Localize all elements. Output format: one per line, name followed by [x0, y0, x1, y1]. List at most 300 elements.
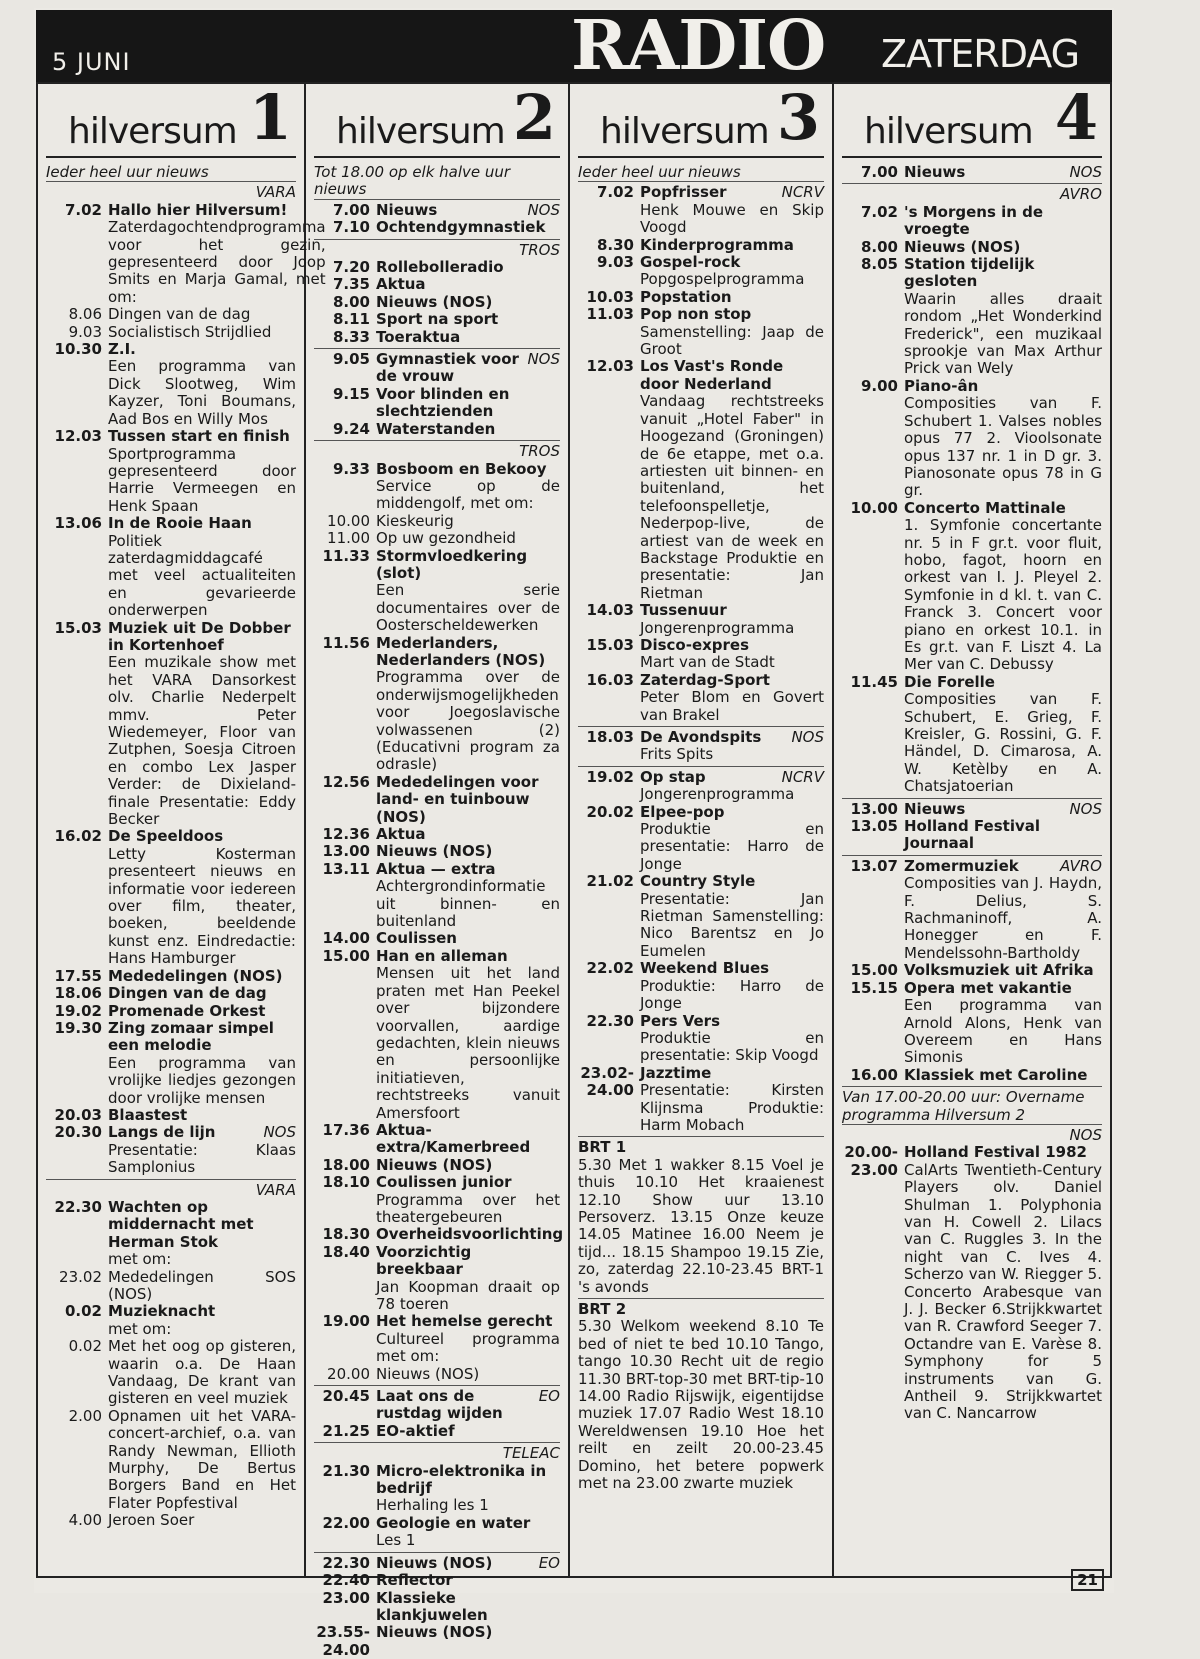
program-time: 23.55-24.00	[316, 1623, 370, 1659]
program-entry	[578, 254, 824, 289]
program-title: Kinderprogramma	[640, 235, 794, 254]
program-time: 13.00	[322, 842, 370, 861]
program-time: 20.30	[54, 1123, 102, 1142]
program-title: Ochtendgymnastiek	[376, 218, 546, 237]
program-entry	[46, 1408, 296, 1512]
program-title: Nieuws (NOS)	[376, 1155, 493, 1174]
program-time: 19.30	[54, 1018, 102, 1037]
program-entry	[314, 1225, 564, 1244]
program-time: 19.02	[54, 1001, 102, 1020]
program-entry	[578, 960, 824, 1012]
program-entry	[578, 729, 824, 764]
broadcaster-tag: NOS	[527, 200, 560, 219]
broadcaster-label: VARA	[255, 1180, 296, 1199]
program-title: Nieuws (NOS)	[376, 1553, 493, 1572]
program-entry	[842, 980, 1102, 1067]
program-title: Nieuws	[376, 200, 438, 219]
program-title: Voor blinden en slechtzienden	[376, 384, 510, 421]
program-entry	[46, 324, 296, 341]
program-time: 7.00	[860, 163, 898, 181]
program-time: 23.02-24.00	[580, 1063, 634, 1100]
station-name: hilversum	[600, 111, 769, 152]
program-entry	[314, 548, 560, 635]
program-description: Jongerenprogramma	[640, 785, 795, 804]
program-description: Produktie en presentatie: Harro de Jonge	[640, 820, 824, 873]
program-entry	[46, 985, 296, 1002]
program-time: 21.02	[586, 872, 634, 891]
program-title: Stormvloedkering (slot)	[376, 546, 528, 582]
broadcaster-tag: NOS	[1069, 799, 1102, 818]
program-title: Promenade Orkest	[108, 1001, 266, 1020]
program-title: Langs de lijn	[108, 1123, 216, 1142]
program-entry	[314, 461, 560, 513]
program-title: Voorzichtig breekbaar	[376, 1242, 472, 1279]
brt-heading: BRT 1	[578, 1138, 627, 1157]
program-entry	[46, 341, 296, 428]
program-entry	[314, 1388, 560, 1423]
program-time: 16.02	[54, 827, 102, 846]
program-entry	[314, 1157, 560, 1174]
program-entry	[314, 351, 560, 386]
program-time: 4.00	[68, 1511, 102, 1530]
program-entry	[578, 672, 824, 724]
program-entry	[46, 1003, 296, 1020]
program-entry	[842, 204, 1102, 239]
program-title: Coulissen	[376, 929, 457, 948]
program-title: Geologie en water	[376, 1513, 531, 1532]
program-entry	[578, 306, 824, 358]
program-title: Klassieke klankjuwelen	[376, 1588, 488, 1624]
program-time: 13.05	[850, 817, 898, 836]
program-entry	[842, 500, 1102, 674]
program-time: 12.36	[322, 825, 370, 844]
program-title: Country Style	[640, 872, 756, 891]
program-time: 18.10	[322, 1173, 370, 1192]
divider	[578, 726, 824, 727]
program-entry	[314, 386, 560, 421]
program-time: 8.06	[68, 305, 102, 324]
program-time: 2.00	[68, 1406, 102, 1425]
program-entry	[578, 769, 824, 804]
program-entry	[842, 239, 1102, 256]
program-entry	[46, 428, 296, 515]
program-entry	[578, 873, 824, 960]
program-time: 9.00	[860, 376, 898, 395]
station-name: hilversum	[68, 111, 237, 152]
program-title: Holland Festival 1982	[904, 1143, 1087, 1162]
program-entry	[842, 674, 1102, 796]
program-title: Nieuws (NOS)	[376, 292, 493, 311]
program-title: Nieuws	[904, 163, 966, 181]
program-time: 15.00	[850, 961, 898, 980]
program-time: 23.02	[59, 1267, 102, 1286]
station-heading	[842, 81, 1102, 158]
program-entry	[46, 1303, 296, 1338]
program-description: CalArts Twentieth-Century Players olv. Daniel Shulman 1. Polyphonia van H. Cowell 2. Lilacs van C. Ruggles 3. In the night van C. Ives 4. Scherzo van W. Riegger 5. Concerto Arabesque van J. J. Becker 6.Strijkkwartet van R. Crawford Seeger 7. Octandre van E. Varèse 8. Symphony for 5 instruments van G. Antheil 9. Strijkkwartet van C. Nancarrow	[904, 1160, 1102, 1423]
program-time: 9.03	[596, 253, 634, 272]
program-time: 10.03	[586, 287, 634, 306]
program-title: Nieuws (NOS)	[904, 237, 1021, 256]
divider	[314, 1442, 560, 1443]
program-entry	[46, 1338, 296, 1408]
program-entry	[314, 948, 560, 1122]
program-time: 11.45	[850, 672, 898, 691]
program-entry	[314, 774, 560, 826]
program-title: Nieuws	[904, 799, 966, 818]
program-description: Les 1	[376, 1531, 416, 1550]
program-description: Een serie documentaires over de Oosterscheldewerken	[376, 581, 560, 635]
program-title: Muzieknacht	[108, 1302, 216, 1321]
program-time: 0.02	[64, 1302, 102, 1321]
program-description: Presentatie: Klaas Samplonius	[108, 1140, 296, 1177]
program-entry	[314, 1555, 560, 1572]
program-time: 22.00	[322, 1513, 370, 1532]
program-title: Zomermuziek	[904, 856, 1019, 875]
program-time: 22.30	[586, 1011, 634, 1030]
program-entry	[842, 858, 1102, 962]
program-entry	[578, 1013, 824, 1065]
program-title: Pers Vers	[640, 1011, 721, 1030]
program-time: 12.03	[54, 427, 102, 446]
program-entry	[314, 219, 560, 236]
broadcaster-tag: NCRV	[781, 767, 824, 786]
program-title: Aktua-extra/Kamerbreed	[376, 1120, 531, 1157]
program-description: Frits Spits	[640, 745, 714, 764]
divider	[842, 798, 1102, 799]
program-time: 18.40	[322, 1242, 370, 1261]
broadcaster-label: TROS	[519, 442, 560, 461]
program-entry	[842, 818, 1102, 853]
station-number: 3	[776, 81, 820, 154]
station-name: hilversum	[864, 111, 1033, 152]
program-time: 21.25	[322, 1421, 370, 1440]
program-entry	[314, 311, 560, 328]
program-time: 13.07	[850, 856, 898, 875]
divider	[314, 239, 560, 240]
program-entry	[314, 1590, 560, 1625]
program-title: Hallo hier Hilversum!	[108, 200, 288, 219]
program-entry	[314, 1313, 560, 1365]
divider	[842, 1086, 1102, 1087]
page-number: 21	[1071, 1569, 1104, 1591]
schedule-note: Van 17.00-20.00 uur: Overname programma Hilversum 2	[842, 1089, 1102, 1125]
program-description: Cultureel programma met om:	[376, 1329, 560, 1366]
program-time: 14.00	[322, 929, 370, 948]
schedule-note: Ieder heel uur nieuws	[46, 164, 296, 182]
program-time: 19.02	[586, 767, 634, 786]
program-description: Waarin alles draait rondom „Het Wonderkind Frederick", een muzikaal sprookje van Max Arthur Prick van Wely	[904, 289, 1102, 378]
program-title: Toeraktua	[376, 327, 461, 346]
program-time: 8.00	[332, 292, 370, 311]
program-title: Z.I.	[108, 340, 136, 359]
page-title: RADIO	[571, 6, 826, 86]
program-entry	[314, 843, 560, 860]
program-title: Popfrisser	[640, 183, 727, 202]
program-time: 15.00	[322, 946, 370, 965]
program-title: Aktua	[376, 825, 426, 844]
program-description: Service op de middengolf, met om:	[376, 476, 560, 513]
program-description: Mart van de Stadt	[640, 653, 775, 672]
program-entry	[842, 1067, 1102, 1084]
program-title: Mededelingen voor land- en tuinbouw (NOS)	[376, 772, 539, 826]
divider	[578, 1298, 824, 1299]
program-title: Bosboom en Bekooy	[376, 459, 547, 478]
program-title: Nieuws (NOS)	[376, 842, 493, 861]
divider	[314, 1552, 560, 1553]
divider	[46, 1179, 296, 1180]
program-description: Produktie en presentatie: Skip Voogd	[640, 1028, 824, 1065]
divider	[314, 348, 560, 349]
program-description: Jongerenprogramma	[640, 618, 795, 637]
broadcaster-tag: NOS	[527, 350, 560, 369]
program-entry	[314, 635, 560, 774]
program-description: Samenstelling: Jaap de Groot	[640, 322, 824, 359]
program-title: Waterstanden	[376, 419, 496, 438]
program-time: 23.00	[322, 1588, 370, 1607]
program-title: Pop non stop	[640, 305, 752, 324]
station-heading	[578, 81, 824, 158]
program-description: Peter Blom en Govert van Brakel	[640, 688, 824, 724]
program-title: Klassiek met Caroline	[904, 1065, 1088, 1084]
broadcaster-label: VARA	[255, 183, 296, 202]
divider	[314, 1385, 560, 1386]
program-time: 8.00	[860, 237, 898, 256]
program-entry	[46, 1107, 296, 1124]
program-title: Aktua — extra	[376, 859, 496, 878]
program-time: 7.10	[332, 218, 370, 237]
program-time: 18.30	[322, 1225, 370, 1244]
program-entry	[578, 1065, 824, 1135]
station-column-2	[306, 81, 570, 1659]
program-description: Composities van J. Haydn, F. Delius, S. Rachmaninoff, A. Honegger en F. Mendelssohn-Bartholdy	[904, 874, 1102, 962]
program-time: 20.02	[586, 802, 634, 821]
program-description: Dingen van de dag	[108, 305, 251, 324]
program-entry	[314, 329, 560, 346]
program-title: Station tijdelijk gesloten	[904, 255, 1035, 291]
program-description: Mededelingen SOS (NOS)	[108, 1267, 296, 1303]
program-title: Laat ons de rustdag wijden	[376, 1387, 503, 1423]
program-entry	[842, 962, 1102, 979]
program-entry	[46, 968, 296, 985]
program-description: Mensen uit het land praten met Han Peekel over bijzondere voorvallen, aardige gedachten, klein nieuws en persoonlijke initiatieven, rechtstreeks vanuit Amersfoort	[376, 964, 560, 1122]
program-description: Programma over het theatergebeuren	[376, 1190, 560, 1226]
program-description: Jeroen Soer	[108, 1511, 195, 1530]
program-description: met om:	[108, 1250, 172, 1269]
program-title: 's Morgens in de vroegte	[904, 202, 1044, 239]
program-title: Weekend Blues	[640, 959, 770, 978]
program-title: Gymnastiek voor de vrouw	[376, 350, 519, 386]
program-time: 7.20	[332, 258, 370, 277]
program-title: Coulissen junior	[376, 1173, 512, 1192]
program-entry	[578, 289, 824, 306]
program-title: Disco-expres	[640, 635, 750, 654]
program-description: Programma over de onderwijsmogelijkheden voor Joegoslavische volwassenen (2) (Educativni program za odrasle)	[376, 668, 560, 774]
program-time: 9.33	[332, 459, 370, 478]
program-time: 17.55	[54, 966, 102, 985]
program-title: Jazztime	[640, 1063, 712, 1082]
program-description: Politiek zaterdagmiddagcafé met veel actualiteiten en gevarieerde onderwerpen	[108, 531, 296, 620]
program-description: Een muzikale show met het VARA Dansorkest olv. Charlie Nederpelt mmv. Peter Wiedemeyer, Floor van Zutphen, Soesja Citroen en combo Lex Jasper Verder: de Dixieland-finale Presentatie: Eddy Becker	[108, 653, 296, 829]
program-time: 12.56	[322, 772, 370, 791]
program-time: 11.33	[322, 546, 370, 565]
program-time: 10.00	[327, 511, 370, 530]
station-heading	[314, 81, 560, 158]
divider	[842, 183, 1102, 184]
broadcaster-tag: NOS	[791, 728, 824, 746]
program-title: Micro-elektronika in bedrijf	[376, 1461, 547, 1498]
divider	[314, 440, 560, 441]
program-description: Met het oog op gisteren, waarin o.a. De Haan Vandaag, De krant van gisteren en veel muziek	[108, 1337, 296, 1408]
program-time: 18.00	[322, 1155, 370, 1174]
program-entry	[314, 421, 560, 438]
program-title: Mededelingen (NOS)	[108, 966, 283, 985]
program-entry	[842, 1144, 1102, 1423]
program-entry	[578, 804, 824, 874]
program-entry	[314, 1624, 560, 1659]
program-entry	[578, 237, 824, 254]
program-description: Een programma van Dick Slootweg, Wim Kayzer, Toni Boumans, Aad Bos en Willy Mos	[108, 357, 296, 428]
program-entry	[314, 930, 560, 947]
program-description: Henk Mouwe en Skip Voogd	[640, 200, 824, 237]
program-time: 8.33	[332, 327, 370, 346]
program-title: Holland Festival Journaal	[904, 817, 1040, 853]
program-entry	[314, 1463, 560, 1515]
program-title: Wachten op middernacht met Herman Stok	[108, 1197, 254, 1251]
program-description: Een programma van vrolijke liedjes gezongen door vrolijke mensen	[108, 1053, 296, 1107]
program-time: 22.30	[54, 1197, 102, 1216]
program-entry	[314, 294, 560, 311]
divider	[578, 1136, 824, 1137]
program-time: 15.03	[54, 618, 102, 637]
station-column-3	[570, 81, 834, 1576]
date-label: 5 JUNI	[52, 48, 131, 76]
broadcaster-label: TROS	[519, 240, 560, 259]
program-title: Mederlanders, Nederlanders (NOS)	[376, 633, 546, 669]
brt-heading: BRT 2	[578, 1300, 627, 1318]
program-time: 20.00-23.00	[844, 1143, 898, 1179]
brt-schedule: 5.30 Welkom weekend 8.10 Te bed of niet te bed 10.10 Tango, tango 10.30 Recht uit de regio 11.30 BRT-top-30 met BRT-tip-10 14.00 Radio Rijswijk, eigentijdse muziek 17.07 Radio West 18.10 Wereldwensen 19.10 Hoe het reilt en zeilt 20.00-23.45 Domino, het betere popwerk met na 23.00 zwarte muziek	[578, 1317, 824, 1493]
broadcaster-tag: NCRV	[781, 183, 824, 202]
divider	[578, 766, 824, 767]
program-time: 9.05	[332, 350, 370, 369]
program-title: Piano-ân	[904, 376, 979, 395]
program-title: Volksmuziek uit Afrika	[904, 961, 1094, 980]
broadcaster-tag: AVRO	[1059, 856, 1102, 875]
program-description: Achtergrondinformatie uit binnen- en buitenland	[376, 877, 560, 931]
program-title: In de Rooie Haan	[108, 514, 252, 533]
program-entry	[46, 828, 296, 967]
schedule-note: Tot 18.00 op elk halve uur nieuws	[314, 164, 560, 200]
program-time: 7.00	[332, 200, 370, 219]
broadcaster-tag: EO	[538, 1553, 560, 1572]
program-entry	[314, 826, 560, 843]
program-time: 7.02	[596, 183, 634, 202]
program-entry	[46, 1124, 296, 1176]
program-entry	[46, 200, 326, 306]
program-time: 8.30	[596, 235, 634, 254]
header-bar	[36, 6, 1112, 86]
program-description: Produktie: Harro de Jonge	[640, 976, 824, 1013]
program-description: Een programma van Arnold Alons, Henk van Overeem en Hans Simonis	[904, 996, 1102, 1067]
program-time: 16.03	[586, 670, 634, 689]
program-time: 19.00	[322, 1312, 370, 1331]
program-title: Han en alleman	[376, 946, 508, 965]
program-description: Kieskeurig	[376, 511, 454, 530]
program-time: 12.03	[586, 357, 634, 376]
program-entry	[578, 602, 824, 637]
program-title: Op stap	[640, 767, 706, 786]
program-time: 9.15	[332, 384, 370, 403]
program-title: Gospel-rock	[640, 253, 741, 272]
program-description: met om:	[108, 1319, 172, 1338]
program-time: 9.24	[332, 419, 370, 438]
program-time: 7.35	[332, 275, 370, 294]
program-time: 22.30	[322, 1553, 370, 1572]
program-title: Dingen van de dag	[108, 984, 267, 1003]
broadcaster-tag: EO	[538, 1387, 560, 1406]
program-entry	[314, 1366, 560, 1383]
brt-schedule: 5.30 Met 1 wakker 8.15 Voel je thuis 10.10 Het kraaienest 12.10 Show uur 13.10 Persoverz. 13.15 Onze keuze 14.05 Matinee 16.00 Neem je tijd... 18.15 Shampoo 19.15 Zie, zo, zaterdag 22.10-23.45 BRT-1 's avonds	[578, 1155, 824, 1296]
program-entry	[578, 637, 824, 672]
program-time: 8.05	[860, 255, 898, 274]
program-title: Concerto Mattinale	[904, 498, 1066, 517]
program-title: Sport na sport	[376, 310, 499, 329]
program-time: 11.56	[322, 633, 370, 652]
program-title: Zing zomaar simpel een melodie	[108, 1018, 274, 1055]
program-entry	[46, 515, 296, 619]
program-time: 20.00	[327, 1364, 370, 1383]
program-time: 7.02	[64, 200, 102, 219]
program-entry	[46, 306, 296, 323]
program-time: 9.03	[68, 322, 102, 341]
program-time: 20.03	[54, 1105, 102, 1124]
schedule-note: Ieder heel uur nieuws	[578, 164, 824, 182]
program-description: Nieuws (NOS)	[376, 1364, 480, 1383]
program-title: Los Vast's Ronde door Nederland	[640, 357, 784, 393]
program-time: 0.02	[68, 1337, 102, 1356]
program-time: 15.03	[586, 635, 634, 654]
program-title: Overheidsvoorlichting	[376, 1225, 564, 1244]
program-description: Zaterdagochtendprogramma voor het gezin, gepresenteerd door Joop Smits en Marja Gamal, met om:	[108, 218, 326, 306]
program-time: 11.03	[586, 305, 634, 324]
program-description: Sportprogramma gepresenteerd door Harrie Vermeegen en Henk Spaan	[108, 444, 296, 515]
program-title: Tussenuur	[640, 601, 727, 620]
program-entry	[314, 276, 560, 293]
program-title: Rollebolleradio	[376, 258, 504, 277]
magazine-page	[34, 6, 1114, 1659]
program-title: Popstation	[640, 287, 732, 306]
program-time: 15.15	[850, 978, 898, 997]
program-time: 21.30	[322, 1461, 370, 1480]
program-time: 13.11	[322, 859, 370, 878]
program-entry	[314, 259, 560, 276]
broadcaster-tag: NOS	[1069, 163, 1102, 181]
program-title: Tussen start en finish	[108, 427, 290, 446]
broadcaster-label: AVRO	[1059, 185, 1102, 204]
program-time: 11.00	[327, 529, 370, 548]
program-title: Die Forelle	[904, 672, 995, 691]
program-description: Popgospelprogramma	[640, 270, 805, 289]
schedule-grid	[36, 81, 1112, 1659]
program-entry	[314, 1572, 560, 1589]
program-entry	[842, 256, 1102, 378]
program-description: Presentatie: Jan Rietman Samenstelling: Nico Barentsz en Jo Eumelen	[640, 889, 824, 960]
program-time: 22.02	[586, 959, 634, 978]
broadcaster-tag: NOS	[263, 1123, 296, 1142]
program-time: 14.03	[586, 601, 634, 620]
day-label: ZATERDAG	[881, 32, 1080, 76]
program-entry	[46, 1512, 296, 1529]
